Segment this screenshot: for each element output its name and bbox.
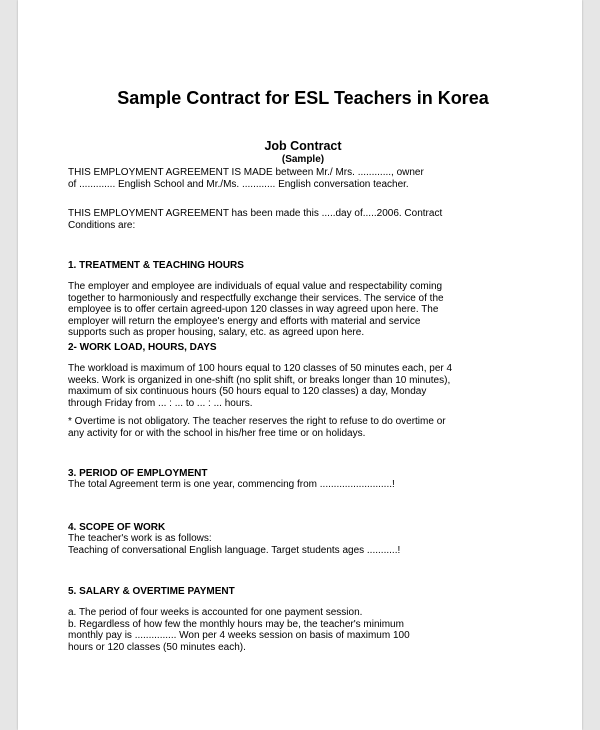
section-4-line: The teacher's work is as follows: [68,533,212,544]
intro-paragraph-1 [68,167,538,190]
section-1-line: employer will return the employee's energy and efforts with material and service [68,315,421,327]
section-2-line: through Friday from ... : ... to ... : ... hours. [68,397,253,409]
intro1-line: THIS EMPLOYMENT AGREEMENT IS MADE between Mr./ Mrs. ............, owner [68,167,424,178]
section-5-line: a. The period of four weeks is accounted for one payment session. [68,607,363,618]
section-2-note [68,416,538,439]
section-1-heading: 1. TREATMENT & TEACHING HOURS [68,260,244,271]
intro-paragraph-2 [68,208,538,231]
document-page [18,0,582,730]
section-5-line: hours or 120 classes (50 minutes each). [68,641,246,653]
section-1-line: The employer and employee are individuals of equal value and respectability coming [68,281,443,292]
document-title: Sample Contract for ESL Teachers in Korea [117,88,489,108]
section-2-line: The workload is maximum of 100 hours equal to 120 classes of 50 minutes each, per 4 [68,363,453,374]
section-2-note-line: * Overtime is not obligatory. The teacher reserves the right to refuse to do overtime or [68,416,446,427]
contract-sample-label: (Sample) [281,154,325,165]
section-4-body [68,533,538,556]
intro1-line: of ............. English School and Mr./Ms. ............ English conversation teacher. [68,178,409,190]
section-2-heading: 2- WORK LOAD, HOURS, DAYS [68,342,217,353]
section-2-line: maximum of six continuous hours (50 hours equal to 120 classes) a day, Monday [68,386,427,398]
section-1-line: employee is to offer certain agreed-upon 120 classes in way agreed upon here. The [68,304,439,316]
section-3-line: The total Agreement term is one year, commencing from ..........................! [68,479,395,490]
section-3-body [68,479,538,491]
section-2-body [68,363,538,409]
section-4-line: Teaching of conversational English language. Target students ages ...........! [68,544,401,556]
section-4-heading: 4. SCOPE OF WORK [68,522,166,533]
section-5-body [68,607,538,653]
section-1-line: together to harmoniously and respectfully exchange their services. The service of the [68,292,444,304]
contract-subtitle: Job Contract [264,139,342,153]
section-2-line: weeks. Work is organized in one-shift (no split shift, or breaks longer than 10 minutes), [68,374,451,386]
section-2-note-line: any activity for or with the school in his/her free time or on holidays. [68,427,366,439]
section-1-body [68,281,538,339]
intro2-line: THIS EMPLOYMENT AGREEMENT has been made this .....day of.....2006. Contract [68,208,443,219]
section-1-line: supports such as proper housing, salary, etc. as agreed upon here. [68,327,365,339]
section-5-line: b. Regardless of how few the monthly hours may be, the teacher's minimum [68,618,404,630]
section-5-line: monthly pay is ............... Won per 4 weeks session on basis of maximum 100 [68,630,410,642]
section-3-heading: 3. PERIOD OF EMPLOYMENT [68,468,208,479]
intro2-line: Conditions are: [68,219,136,231]
section-5-heading: 5. SALARY & OVERTIME PAYMENT [68,586,235,597]
